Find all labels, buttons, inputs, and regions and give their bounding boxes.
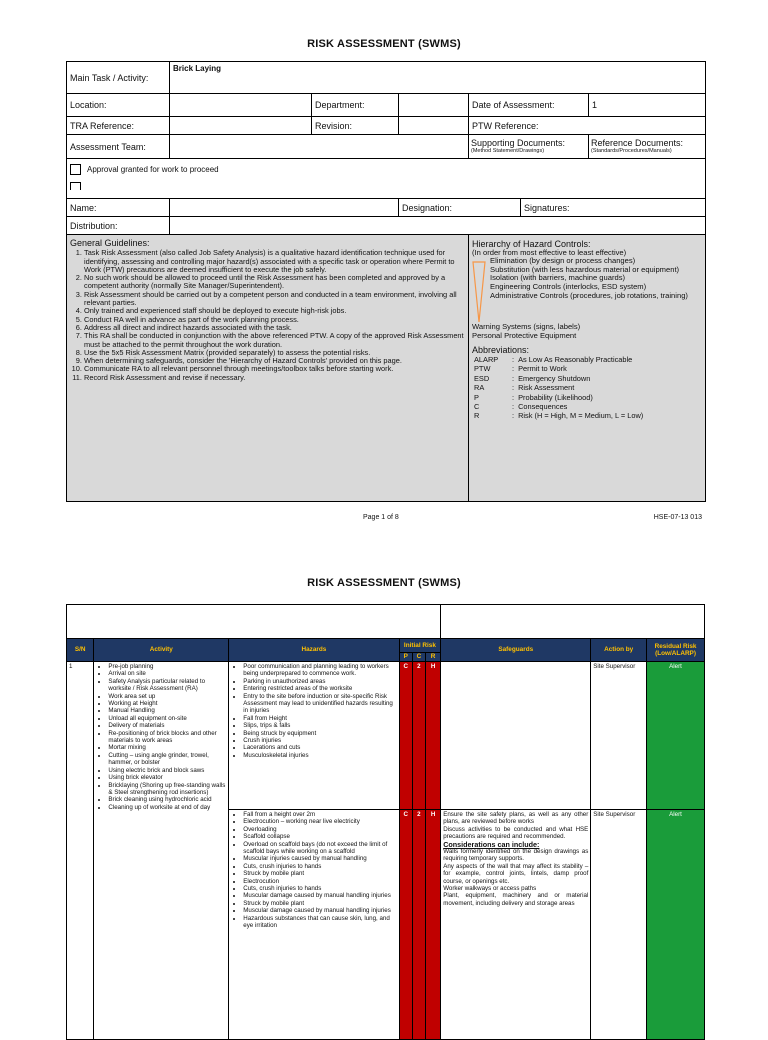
hazards-list [231,663,396,759]
col-c: C [412,653,425,662]
signatures-label: Signatures: [521,199,706,217]
activity-item: • Re-positioning of brick blocks and other materials to work areas [108,730,226,745]
risk-r: H [425,662,440,810]
supporting-docs-label: Supporting Documents: [471,138,566,148]
supporting-docs-sub: (Method Statement/Drawings) [471,148,545,154]
rejection-checkbox[interactable] [70,182,81,190]
hierarchy-item: Personal Protective Equipment [472,330,577,340]
guideline-item: 7. This RA shall be conducted in conjunction with the above referenced PTW. A copy of the approved Risk Assessment must be attached to the permit throughout the work duration. [84,332,465,349]
residual-risk: Alert [647,810,705,1040]
guideline-item: 6. Address all direct and indirect hazards associated with the task. [84,324,465,332]
hazard-item: • Fall from a height over 2m [243,811,396,818]
designation-label: Designation: [399,199,521,217]
hierarchy-arrow-icon [472,261,486,323]
hierarchy-section [469,235,706,502]
activity-item: • Brick cleaning using hydrochloric acid [108,796,226,803]
col-sn: S/N [67,639,94,662]
risk-c: 2 [412,810,425,1040]
row-sn: 1 [67,662,94,1040]
abbr-code: ESD [474,373,490,383]
col-action-by: Action by [591,639,647,662]
hazard-item: • Entry to the site before induction or site-specific Risk Assessment may lead to unidentified hazards resulting in injuries [243,693,396,715]
ptw-reference-label: PTW Reference: [469,117,706,135]
hazard-item: • Musculoskeletal injuries [243,752,396,759]
name-value[interactable] [170,199,399,217]
tra-reference-label: TRA Reference: [67,117,170,135]
activity-item: • Arrival on site [108,670,226,677]
consideration-item: Any aspects of the wall that may affect its stability – for example, control joints, lintels, damp proof course, or openings etc. [443,862,589,885]
hazards-list [231,811,396,930]
reference-docs-label: Reference Documents: [591,138,684,148]
action-by: Site Supervisor [591,662,647,810]
guideline-item: 10. Communicate RA to all relevant personnel through meetings/toolbox talks before starting work. [84,365,465,373]
abbr-code: C [474,402,480,411]
hazard-item: • Hazardous substances that can cause skin, lung, and eye irritation [243,915,396,930]
abbr-code: R [474,411,480,421]
distribution-label: Distribution: [67,217,170,235]
main-task-label: Main Task / Activity: [67,62,170,94]
guideline-item: 3. Risk Assessment should be carried out by a competent person and conducted in a team environment, involving all relevant parties. [84,291,465,308]
risk-r: H [425,810,440,1040]
hazard-item: • Poor communication and planning leading to workers being underprepared to commence work. [243,663,396,678]
abbr-code: P [474,392,479,402]
activity-cell [94,662,229,1040]
department-value[interactable] [399,94,469,117]
abbreviations-title: Abbreviations: [472,345,530,356]
guideline-item: 4. Only trained and experienced staff should be deployed to execute high-risk jobs. [84,307,465,315]
guideline-item: 8. Use the 5x5 Risk Assessment Matrix (provided separately) to assess the potential risks. [84,349,465,357]
activity-item: • Safety Analysis particular related to worksite / Risk Assessment (RA) [108,678,226,693]
hazard-item: • Crush injuries [243,737,396,744]
safeguards-cell [441,662,591,810]
col-r: R [425,653,440,662]
hazard-item: • Struck by mobile plant [243,900,396,907]
consideration-item: Walls formerly identified on the design drawings as requiring temporary supports. [443,848,589,863]
assessment-team-label: Assessment Team: [67,135,170,159]
abbr-meaning: Emergency Shutdown [518,373,591,383]
consideration-item: Worker walkways or access paths [443,885,537,893]
activity-item: • Using brick elevator [108,774,226,781]
date-of-assessment-value[interactable]: 1 [589,94,706,117]
location-value[interactable] [170,94,312,117]
activity-item: • Using electric brick and block saws [108,767,226,774]
name-label: Name: [67,199,170,217]
col-hazards: Hazards [229,639,399,662]
activity-item: • Bricklaying (Shoring up free-standing walls & Steel strengthening rod insertions) [108,782,226,797]
activity-item: • Unload all equipment on-site [108,715,226,722]
hierarchy-item: Administrative Controls (procedures, job rotations, training) [490,290,688,300]
approval-section [67,159,706,199]
col-activity: Activity [94,639,229,662]
col-initial-risk: Initial Risk [399,639,441,653]
risk-p: C [399,662,412,810]
assessment-header-table [66,61,706,502]
residual-risk: Alert [647,662,705,810]
activity-item: • Manual Handling [108,707,226,714]
hierarchy-item: Substitution (with less hazardous material or equipment) [490,264,680,274]
hazard-item: • Cuts, crush injuries to hands [243,863,396,870]
guideline-item: 9. When determining safeguards, consider the 'Hierarchy of Hazard Controls' provided on this page. [84,357,465,365]
revision-label: Revision: [312,117,399,135]
date-of-assessment-label: Date of Assessment: [469,94,589,117]
main-task-value[interactable]: Brick Laying [170,62,706,94]
hierarchy-item: Engineering Controls (interlocks, ESD system) [490,281,647,291]
guideline-item: 11. Record Risk Assessment and revise if necessary. [84,374,465,382]
revision-value[interactable] [399,117,469,135]
activity-item: • Work area set up [108,693,226,700]
hazards-cell [229,810,399,1040]
col-safeguards: Safeguards [441,639,591,662]
risk-c: 2 [412,662,425,810]
hazard-item: • Overload on scaffold bays (do not exceed the limit of scaffold bays while working on a scaffold [243,841,396,856]
hierarchy-item: Warning Systems (signs, labels) [472,322,581,332]
hazard-item: • Lacerations and cuts [243,744,396,751]
hazard-item: • Scaffold collapse [243,833,396,840]
guidelines-list [70,249,465,382]
hazard-item: • Overloading [243,826,396,833]
safeguards-cell [441,810,591,1040]
document-number: HSE-07-13 013 [653,514,702,521]
risk-table [66,604,705,1040]
abbr-meaning: Consequences [518,402,568,411]
abbr-meaning: Risk (H = High, M = Medium, L = Low) [518,411,644,421]
abbr-meaning: Risk Assessment [518,383,575,393]
consideration-item: Plant, equipment, machinery and or material movement, including delivery and storage areas [443,892,589,907]
activity-item: • Mortar mixing [108,744,226,751]
hierarchy-item: Elimination (by design or process changes) [490,256,636,266]
department-label: Department: [312,94,399,117]
hazard-item: • Parking in unauthorized areas [243,678,396,685]
tra-reference-value[interactable] [170,117,312,135]
abbr-code: ALARP [474,354,499,364]
general-guidelines [67,235,469,502]
abbr-meaning: Probability (Likelihood) [518,392,593,402]
hazard-item: • Cuts, crush injuries to hands [243,885,396,892]
hierarchy-item: Isolation (with barriers, machine guards) [490,273,626,283]
reference-docs-sub: (Standards/Procedures/Manuals) [591,148,672,154]
hazard-item: • Muscular damage caused by manual handling injuries [243,907,396,914]
hazards-cell [229,662,399,810]
approval-label: Approval granted for work to proceed [87,165,219,174]
table-top-right [441,605,705,639]
page-title: RISK ASSESSMENT (SWMS) [307,38,461,50]
guideline-item: 2. No such work should be allowed to proceed until the Risk Assessment has been completed and approved by a competent authority (normally Site Manager/Superintendent). [84,274,465,291]
guideline-item: 1. Task Risk Assessment (also called Job Safety Analysis) is a qualitative hazard identification technique used for identifying, assessing and controlling major hazard(s) associated with a specific task or operation where Permit to Work (PTW) precautions are deemed insufficient to execute the job safely. [84,249,465,274]
supporting-documents [469,135,589,159]
abbr-code: RA [474,383,485,393]
hazard-item: • Fall from Height [243,715,396,722]
activity-list [96,663,226,811]
hazard-item: • Electrocution [243,878,396,885]
risk-p: C [399,810,412,1040]
abbr-code: PTW [474,364,491,374]
guideline-item: 5. Conduct RA well in advance as part of the work planning process. [84,316,465,324]
hazard-item: • Being struck by equipment [243,730,396,737]
safeguard-text: Discuss activities to be conducted and what HSE precautions are required and recommended. [443,825,589,841]
activity-item: • Cleaning up of worksite at end of day [108,804,226,811]
abbr-meaning: Permit to Work [518,364,567,374]
safeguard-text: Ensure the site safety plans, as well as any other plans, are reviewed before works [443,811,589,826]
activity-item: • Pre-job planning [108,663,226,670]
approval-checkbox[interactable] [70,164,81,175]
hierarchy-title: Hierarchy of Hazard Controls: [472,239,591,249]
hierarchy-subtitle: (In order from most effective to least effective) [472,247,627,257]
reference-documents [589,135,706,159]
page-number: Page 1 of 8 [363,514,399,521]
distribution-value[interactable] [170,217,706,235]
considerations-title: Considerations can include: [443,839,540,849]
col-residual-risk: Residual Risk (Low/ALARP) [647,639,705,662]
table-top-left [67,605,441,639]
activity-item: • Working at Height [108,700,226,707]
col-p: P [399,653,412,662]
hazard-item: • Electrocution – working near live electricity [243,818,396,825]
hazard-item: • Slips, trips & falls [243,722,396,729]
hazard-item: • Struck by mobile plant [243,870,396,877]
action-by: Site Supervisor [591,810,647,1040]
abbr-meaning: As Low As Reasonably Practicable [518,354,633,364]
hazard-item: • Muscular damage caused by manual handling injuries [243,892,396,899]
activity-item: • Cutting – using angle grinder, trowel, hammer, or bolster [108,752,226,767]
abbreviations-table: ALARP : As Low As Reasonably Practicable PTW : Permit to Work ESD : Emergency Shutdown RA : Risk Assessment P : Probability (Likelihood) C : Consequences R : Risk (H = High, M = Medium, L = Low) [474,354,644,421]
hazard-item: • Entering restricted areas of the worksite [243,685,396,692]
location-label: Location: [67,94,170,117]
assessment-team-value[interactable] [170,135,469,159]
hazard-item: • Muscular injuries caused by manual handling [243,855,396,862]
page-title: RISK ASSESSMENT (SWMS) [307,577,461,589]
activity-item: • Delivery of materials [108,722,226,729]
guidelines-title: General Guidelines: [70,238,150,248]
